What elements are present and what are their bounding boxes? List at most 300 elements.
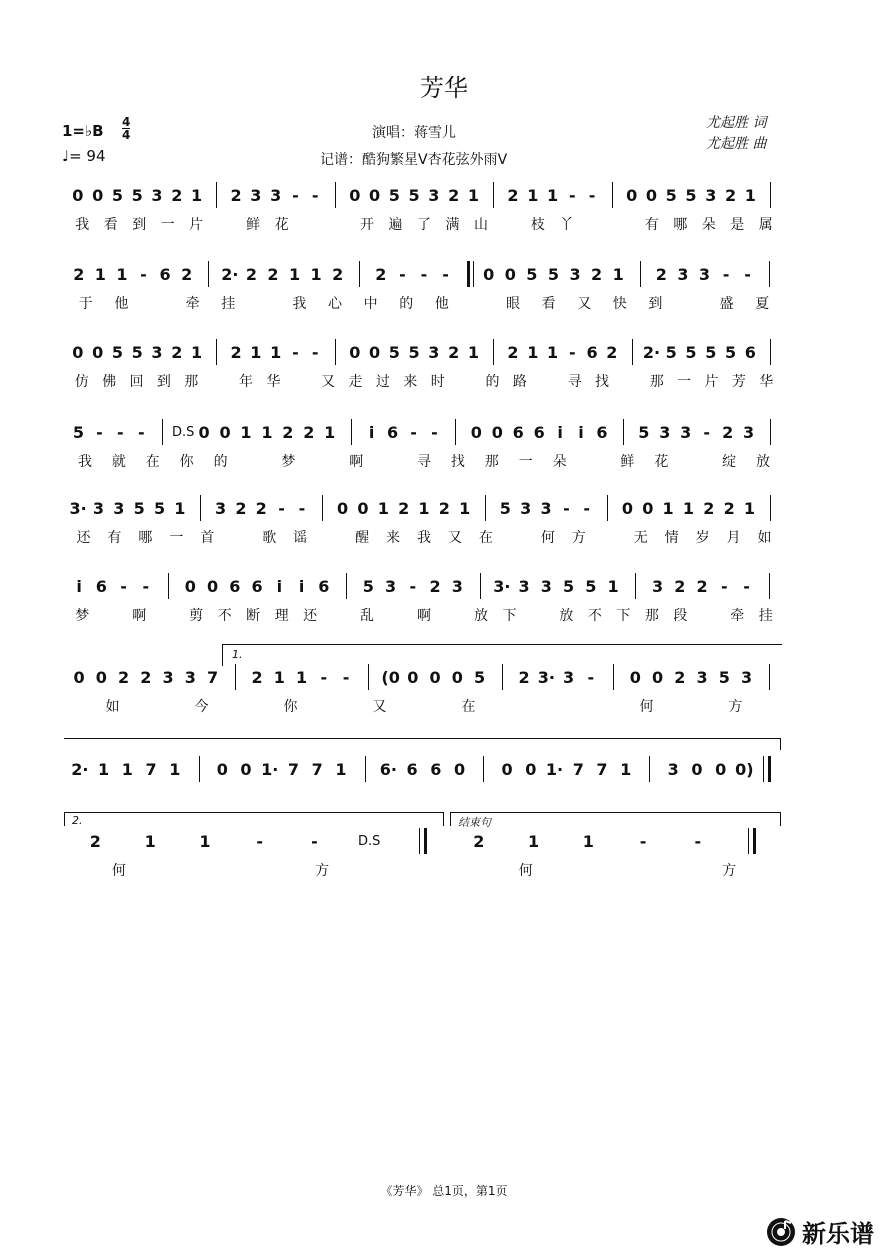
lyric-char: 片 bbox=[189, 217, 204, 233]
note: 3 bbox=[428, 343, 440, 362]
note: 6 bbox=[512, 423, 524, 442]
note: 2 bbox=[473, 832, 485, 851]
volta-2-bracket-right bbox=[443, 812, 444, 826]
note: 1 bbox=[190, 343, 203, 362]
note: 2 bbox=[518, 668, 530, 687]
barline bbox=[485, 495, 486, 521]
lyric-char: 一 bbox=[169, 530, 184, 546]
note: 1 bbox=[527, 186, 539, 205]
note: 2 bbox=[591, 265, 603, 284]
note: - bbox=[563, 499, 570, 518]
note: 1 bbox=[546, 343, 559, 362]
note: 0 bbox=[72, 186, 84, 205]
note: - bbox=[583, 499, 591, 518]
note: - bbox=[278, 499, 285, 518]
lyric-char: 方 bbox=[728, 699, 743, 715]
note: 3 bbox=[705, 186, 717, 205]
note: - bbox=[311, 832, 318, 851]
lyric-char: 佛 bbox=[102, 374, 117, 390]
lyric-char: 挂 bbox=[758, 608, 773, 624]
barline bbox=[199, 756, 200, 782]
note: 5 bbox=[408, 186, 420, 205]
barline bbox=[359, 261, 360, 287]
note: - bbox=[140, 265, 147, 284]
note: 1· bbox=[545, 760, 564, 779]
lyric-char: 有 bbox=[107, 530, 122, 546]
barline bbox=[770, 419, 771, 445]
note: 3 bbox=[741, 668, 753, 687]
note: - bbox=[311, 186, 319, 205]
lyric-char: 放 bbox=[756, 454, 771, 470]
barline bbox=[467, 261, 470, 287]
note: - bbox=[587, 668, 595, 687]
lyric-char: 下 bbox=[616, 608, 631, 624]
lyric-char: 芳 bbox=[731, 374, 746, 390]
note: 5 bbox=[685, 343, 697, 362]
note: 3 bbox=[151, 186, 163, 205]
lyric-char: 又 bbox=[372, 699, 387, 715]
note: 1 bbox=[174, 499, 186, 518]
lyric-char: 找 bbox=[450, 454, 465, 470]
barline bbox=[769, 573, 770, 599]
note: 1 bbox=[240, 423, 252, 442]
note: 1 bbox=[744, 186, 756, 205]
lyric-char: 不 bbox=[587, 608, 602, 624]
note: 3 bbox=[151, 343, 163, 362]
note: 1 bbox=[743, 499, 756, 518]
lyric-char: 情 bbox=[664, 530, 679, 546]
note: 0 bbox=[451, 668, 463, 687]
lyric-char: 又 bbox=[321, 374, 336, 390]
note: 2 bbox=[507, 186, 519, 205]
lyric-char: 一 bbox=[677, 374, 692, 390]
barline bbox=[162, 419, 163, 445]
barline bbox=[770, 495, 771, 521]
note: 6 bbox=[406, 760, 418, 779]
note: 1 bbox=[582, 832, 594, 851]
note: 1 bbox=[270, 343, 282, 362]
dal-segno-mark: D.S bbox=[358, 834, 381, 849]
lyric-char: 断 bbox=[246, 608, 261, 624]
lyric-char: 剪 bbox=[189, 608, 204, 624]
barline bbox=[632, 339, 633, 365]
volta-1-bracket-left bbox=[222, 644, 223, 666]
lyric-char: 首 bbox=[200, 530, 215, 546]
note: 6 bbox=[95, 577, 107, 596]
volta-2-label: 2. bbox=[72, 814, 83, 827]
note: 3 bbox=[113, 499, 125, 518]
lyric-char: 方 bbox=[315, 863, 330, 879]
note: 0 bbox=[92, 186, 104, 205]
lyric-char: 鲜 bbox=[246, 217, 261, 233]
barline bbox=[640, 261, 641, 287]
note: i bbox=[298, 577, 305, 596]
note: 2· bbox=[71, 760, 89, 779]
note: i bbox=[578, 423, 584, 442]
volta-2-bracket bbox=[64, 812, 444, 813]
note: 2 bbox=[438, 499, 450, 518]
note: 3· bbox=[537, 668, 555, 687]
note: - bbox=[117, 423, 124, 442]
note: 1 bbox=[94, 265, 106, 284]
note: 3 bbox=[667, 760, 679, 779]
lyric-char: 梦 bbox=[281, 454, 296, 470]
note: 0 bbox=[652, 668, 664, 687]
note: 5 bbox=[388, 186, 400, 205]
lyric-char: 何 bbox=[518, 863, 533, 879]
lyric-char: 绽 bbox=[722, 454, 737, 470]
lyric-char: 寻 bbox=[417, 454, 431, 470]
lyric-char: 回 bbox=[129, 374, 144, 390]
note: i bbox=[368, 423, 375, 442]
note: 0 bbox=[429, 668, 441, 687]
lyric-char: 在 bbox=[478, 530, 493, 546]
note: 2 bbox=[118, 668, 130, 687]
volta-1-bracket-end bbox=[780, 738, 781, 750]
time-signature: 4 4 bbox=[122, 115, 131, 142]
note: 0 bbox=[72, 343, 84, 362]
lyric-char: 那 bbox=[484, 454, 499, 470]
composer-credit: 尤起胜 曲 bbox=[706, 136, 767, 152]
lyric-char: 的 bbox=[485, 374, 500, 390]
lyric-char: 路 bbox=[512, 374, 527, 390]
barline bbox=[483, 756, 484, 782]
lyric-char: 不 bbox=[217, 608, 232, 624]
lyric-char: 歌 bbox=[262, 530, 277, 546]
lyric-char: 哪 bbox=[673, 217, 688, 233]
note: 1 bbox=[324, 423, 336, 442]
lyric-char: 片 bbox=[704, 374, 719, 390]
note: 0 bbox=[240, 760, 252, 779]
lyric-char: 何 bbox=[111, 863, 126, 879]
lyric-char: 我 bbox=[77, 454, 92, 470]
note: 5 bbox=[133, 499, 145, 518]
lyric-char: 华 bbox=[759, 374, 774, 390]
note: 5 bbox=[474, 668, 486, 687]
note: 2· bbox=[221, 265, 239, 284]
lyric-char: 理 bbox=[274, 608, 289, 624]
barline bbox=[612, 182, 613, 208]
note: 5 bbox=[72, 423, 85, 442]
note: 0 bbox=[626, 186, 638, 205]
note: 2 bbox=[140, 668, 152, 687]
note: - bbox=[569, 343, 576, 362]
note: 3 bbox=[451, 577, 463, 596]
lyric-char: 何 bbox=[639, 699, 654, 715]
lyric-char: 有 bbox=[644, 217, 659, 233]
note: 1 bbox=[116, 265, 128, 284]
note: - bbox=[694, 832, 702, 851]
barline bbox=[607, 495, 608, 521]
note: 0 bbox=[470, 423, 482, 442]
note: 6 bbox=[229, 577, 241, 596]
note: 0 bbox=[95, 668, 107, 687]
lyric-char: 年 bbox=[239, 374, 253, 390]
note: 1 bbox=[607, 577, 619, 596]
lyric-char: 来 bbox=[403, 374, 418, 390]
lyric-char: 快 bbox=[612, 296, 627, 312]
note: 5 bbox=[563, 577, 575, 596]
barline bbox=[216, 339, 217, 365]
note: - bbox=[588, 186, 596, 205]
note: 2 bbox=[171, 343, 183, 362]
note: 1 bbox=[612, 265, 624, 284]
note: - bbox=[703, 423, 711, 442]
note: - bbox=[721, 577, 728, 596]
barline bbox=[235, 664, 236, 690]
note: 7 bbox=[311, 760, 323, 779]
lyric-char: 枝 bbox=[530, 217, 545, 233]
barline bbox=[769, 261, 770, 287]
note: 2 bbox=[235, 499, 247, 518]
note: 7 bbox=[596, 760, 608, 779]
lyric-char: 月 bbox=[726, 530, 741, 546]
barline bbox=[424, 828, 427, 854]
lyric-char: 还 bbox=[76, 530, 91, 546]
note: 3 bbox=[659, 423, 671, 442]
lyric-char: 丫 bbox=[559, 217, 574, 233]
note: 1· bbox=[261, 760, 279, 779]
repeat-barline-thin bbox=[419, 828, 420, 854]
note: 0 bbox=[525, 760, 537, 779]
lyric-char: 华 bbox=[266, 374, 281, 390]
note: 2 bbox=[245, 265, 257, 284]
note: 7 bbox=[207, 668, 219, 687]
lyric-char: 鲜 bbox=[620, 454, 635, 470]
note: 3 bbox=[428, 186, 440, 205]
note: 2 bbox=[230, 343, 242, 362]
note: 2 bbox=[674, 577, 686, 596]
note: - bbox=[137, 423, 145, 442]
lyric-char: 又 bbox=[447, 530, 462, 546]
note: 0 bbox=[483, 265, 495, 284]
note: 1 bbox=[98, 760, 110, 779]
note: 2 bbox=[724, 186, 737, 205]
barline bbox=[649, 756, 650, 782]
lyric-char: 朵 bbox=[552, 454, 567, 470]
note: 6 bbox=[318, 577, 330, 596]
barline bbox=[769, 664, 770, 690]
note: 1 bbox=[296, 668, 308, 687]
note: 1 bbox=[662, 499, 674, 518]
note: - bbox=[142, 577, 150, 596]
note: - bbox=[120, 577, 127, 596]
lyric-char: 就 bbox=[111, 454, 126, 470]
lyric-char: 岁 bbox=[695, 530, 710, 546]
lyric-char: 我 bbox=[417, 530, 431, 546]
barline bbox=[335, 339, 336, 365]
barline bbox=[351, 419, 352, 445]
note: 0 bbox=[642, 499, 654, 518]
note: 5 bbox=[705, 343, 717, 362]
note: 1 bbox=[121, 760, 133, 779]
note: 6 bbox=[744, 343, 756, 362]
note: - bbox=[96, 423, 103, 442]
ending-bracket-right bbox=[780, 812, 781, 826]
lyric-char: 看 bbox=[541, 296, 556, 312]
volta-2-bracket-left bbox=[64, 812, 65, 826]
note: 1 bbox=[273, 668, 285, 687]
note: - bbox=[420, 265, 428, 284]
note: 3 bbox=[385, 577, 397, 596]
lyric-char: 到 bbox=[132, 217, 147, 233]
barline bbox=[623, 419, 624, 445]
barline bbox=[168, 573, 169, 599]
note: - bbox=[298, 499, 306, 518]
note: 2 bbox=[375, 265, 387, 284]
note: 2 bbox=[722, 423, 734, 442]
barline bbox=[493, 339, 494, 365]
note: 3 bbox=[270, 186, 282, 205]
note: 3 bbox=[540, 499, 552, 518]
note: - bbox=[569, 186, 576, 205]
lyric-char: 看 bbox=[103, 217, 118, 233]
note: 3 bbox=[520, 499, 532, 518]
note: 6 bbox=[159, 265, 171, 284]
note: - bbox=[256, 832, 264, 851]
note: (0 bbox=[381, 668, 400, 687]
barline bbox=[322, 495, 323, 521]
note: 2 bbox=[398, 499, 410, 518]
note: 5 bbox=[685, 186, 697, 205]
note: 0 bbox=[216, 760, 228, 779]
note: 1 bbox=[261, 423, 273, 442]
note: 0 bbox=[349, 186, 361, 205]
note: 2 bbox=[251, 668, 263, 687]
lyric-char: 朵 bbox=[701, 217, 716, 233]
lyric-char: 眼 bbox=[506, 296, 520, 312]
site-logo[interactable] bbox=[766, 1214, 874, 1249]
note: 1 bbox=[199, 832, 211, 851]
note: 3 bbox=[677, 265, 689, 284]
note: 3 bbox=[250, 186, 262, 205]
lyric-char: 啊 bbox=[349, 454, 364, 470]
lyric-char: 那 bbox=[184, 374, 199, 390]
note: i bbox=[557, 423, 563, 442]
lyric-char: 的 bbox=[399, 296, 414, 312]
note: 5 bbox=[665, 343, 677, 362]
lyric-char: 于 bbox=[78, 296, 93, 312]
note: 5 bbox=[499, 499, 511, 518]
note: 2 bbox=[89, 832, 101, 851]
volta-1-bracket-continued bbox=[64, 738, 780, 739]
note: 2 bbox=[703, 499, 715, 518]
lyric-char: 走 bbox=[348, 374, 363, 390]
note: 5 bbox=[153, 499, 166, 518]
note: 2 bbox=[606, 343, 618, 362]
note: 2 bbox=[723, 499, 735, 518]
note: 5 bbox=[638, 423, 650, 442]
note: 0 bbox=[715, 760, 727, 779]
note: 3 bbox=[518, 577, 530, 596]
lyric-char: 还 bbox=[303, 608, 318, 624]
note: 2 bbox=[73, 265, 85, 284]
note: 1 bbox=[288, 265, 301, 284]
barline bbox=[335, 182, 336, 208]
note: 1 bbox=[467, 186, 480, 205]
lyric-char: 你 bbox=[179, 454, 194, 470]
note: - bbox=[722, 265, 730, 284]
lyric-char: 时 bbox=[430, 374, 445, 390]
note: 3 bbox=[696, 668, 708, 687]
note: 1 bbox=[546, 186, 559, 205]
barline bbox=[770, 339, 771, 365]
vinyl-record-icon bbox=[766, 1217, 796, 1247]
note: 6 bbox=[596, 423, 608, 442]
note: 3 bbox=[92, 499, 105, 518]
repeat-barline-thin bbox=[763, 756, 764, 782]
note: 2 bbox=[448, 186, 460, 205]
note: 2 bbox=[674, 668, 686, 687]
lyric-char: 梦 bbox=[75, 608, 90, 624]
note: - bbox=[442, 265, 449, 284]
lyric-char: 今 bbox=[194, 699, 209, 715]
note: 5 bbox=[585, 577, 597, 596]
note: 6 bbox=[387, 423, 399, 442]
lyric-char: 方 bbox=[571, 530, 586, 546]
note: 1 bbox=[310, 265, 322, 284]
note: 5 bbox=[724, 343, 737, 362]
note: 7 bbox=[287, 760, 300, 779]
note: 0 bbox=[198, 423, 210, 442]
lyric-char: 如 bbox=[105, 699, 120, 715]
note: 5 bbox=[131, 343, 143, 362]
note: 3 bbox=[563, 668, 575, 687]
lyric-char: 下 bbox=[502, 608, 517, 624]
note: 6 bbox=[586, 343, 598, 362]
note: - bbox=[409, 577, 417, 596]
note: 0 bbox=[357, 499, 369, 518]
lyric-char: 他 bbox=[114, 296, 129, 312]
note: 5 bbox=[547, 265, 560, 284]
tempo-marking: ♩= 94 bbox=[62, 147, 106, 165]
repeat-barline-thin bbox=[748, 828, 749, 854]
note: 6 bbox=[430, 760, 442, 779]
lyric-char: 哪 bbox=[138, 530, 153, 546]
note: 1 bbox=[418, 499, 430, 518]
note: 0 bbox=[92, 343, 104, 362]
note: 5 bbox=[111, 343, 124, 362]
note: 0 bbox=[504, 265, 516, 284]
lyric-char: 到 bbox=[648, 296, 663, 312]
lyric-char: 牵 bbox=[730, 608, 745, 624]
lyric-char: 如 bbox=[757, 530, 772, 546]
note: 1 bbox=[527, 832, 540, 851]
note: 1 bbox=[190, 186, 203, 205]
note: 0 bbox=[691, 760, 703, 779]
note: 5 bbox=[131, 186, 143, 205]
lyric-char: 谣 bbox=[293, 530, 308, 546]
ending-label: 结束句 bbox=[458, 816, 491, 829]
note: 3 bbox=[569, 265, 581, 284]
note: 3· bbox=[69, 499, 87, 518]
note: 3 bbox=[184, 668, 196, 687]
lyric-char: 那 bbox=[644, 608, 659, 624]
lyric-char: 他 bbox=[434, 296, 449, 312]
note: i bbox=[276, 577, 283, 596]
page-footer: 《芳华》 总1页，第1页 bbox=[380, 1184, 508, 1198]
lyric-char: 啊 bbox=[417, 608, 431, 624]
lyric-char: 属 bbox=[758, 217, 773, 233]
lyric-char: 寻 bbox=[567, 374, 582, 390]
note: 2 bbox=[696, 577, 708, 596]
lyric-char: 放 bbox=[559, 608, 574, 624]
lyric-char: 我 bbox=[75, 217, 90, 233]
lyric-char: 那 bbox=[649, 374, 664, 390]
note: - bbox=[639, 832, 647, 851]
lyric-char: 何 bbox=[540, 530, 555, 546]
note: 2 bbox=[429, 577, 441, 596]
